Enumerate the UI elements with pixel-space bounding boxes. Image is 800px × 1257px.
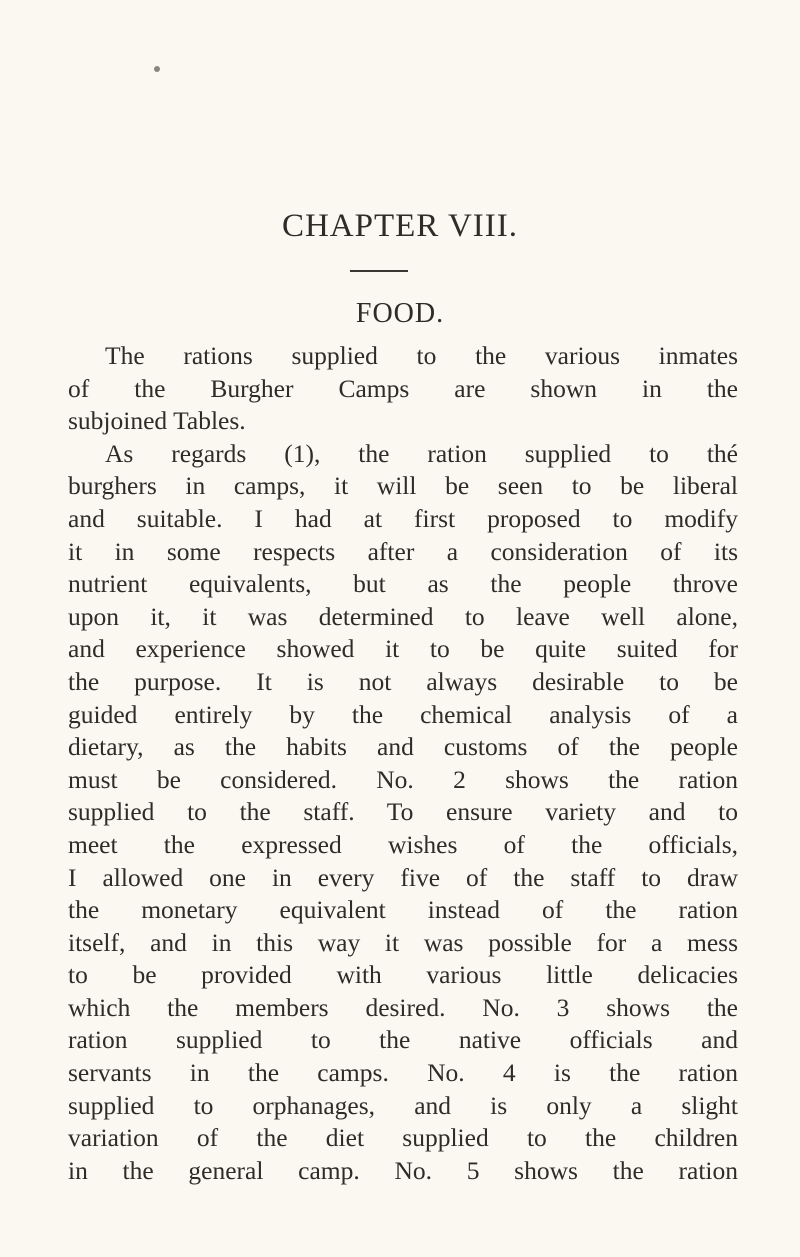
text-line: it in some respects after a consideration of its bbox=[68, 536, 738, 566]
text-line: servants in the camps. No. 4 is the ration bbox=[68, 1058, 738, 1088]
text-line: supplied to orphanages, and is only a slight bbox=[68, 1090, 738, 1120]
text-line: the purpose. It is not always desirable to be bbox=[68, 666, 738, 696]
text-line: As regards (1), the ration supplied to thé bbox=[105, 438, 738, 468]
text-line: and suitable. I had at first proposed to modify bbox=[68, 503, 738, 533]
body-text bbox=[68, 340, 738, 1187]
text-line: upon it, it was determined to leave well alone, bbox=[68, 601, 738, 631]
text-line: The rations supplied to the various inmates bbox=[105, 341, 738, 370]
ink-speck bbox=[154, 66, 160, 72]
heading-rule bbox=[350, 270, 408, 272]
text-line: must be considered. No. 2 shows the ration bbox=[68, 764, 738, 794]
text-line: and experience showed it to be quite suited for bbox=[68, 634, 738, 664]
text-line: the monetary equivalent instead of the ration bbox=[68, 895, 738, 925]
text-line: in the general camp. No. 5 shows the ration bbox=[68, 1155, 738, 1185]
text-line: meet the expressed wishes of the officials, bbox=[68, 829, 738, 859]
text-line: to be provided with various little delicacies bbox=[68, 960, 738, 990]
text-line: of the Burgher Camps are shown in the bbox=[68, 373, 738, 403]
text-line: I allowed one in every five of the staff to draw bbox=[68, 862, 738, 892]
text-line: ration supplied to the native officials and bbox=[68, 1025, 738, 1055]
text-line: nutrient equivalents, but as the people throve bbox=[68, 569, 738, 599]
text-line: burghers in camps, it will be seen to be liberal bbox=[68, 471, 738, 501]
text-line: variation of the diet supplied to the children bbox=[68, 1123, 738, 1153]
text-line: which the members desired. No. 3 shows the bbox=[68, 992, 738, 1022]
text-line: guided entirely by the chemical analysis of a bbox=[68, 699, 738, 729]
text-line: itself, and in this way it was possible for a mess bbox=[68, 927, 738, 957]
chapter-heading: CHAPTER VIII. bbox=[281, 208, 519, 244]
text-line: subjoined Tables. bbox=[68, 406, 246, 436]
section-heading: FOOD. bbox=[355, 298, 445, 329]
text-line: dietary, as the habits and customs of the people bbox=[68, 732, 738, 762]
text-line: supplied to the staff. To ensure variety and to bbox=[68, 797, 738, 827]
